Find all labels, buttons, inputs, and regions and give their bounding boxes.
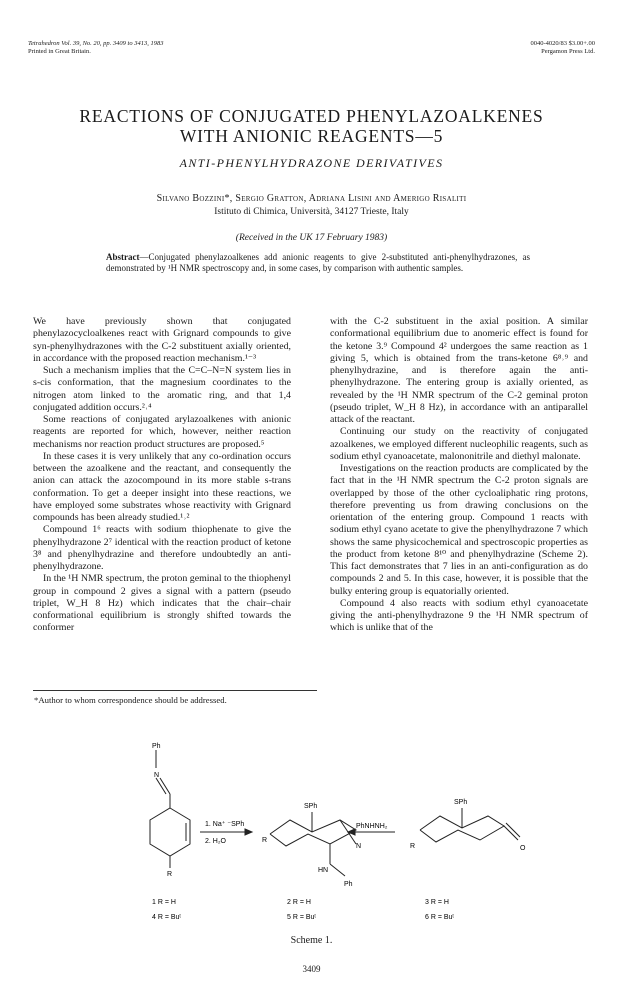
left-paragraph-4: In these cases it is very unlikely that any co-ordination occurs between the azoalkene and the reactant, and consequently the anion can attack the azocompound in its more stable s-trans conformation. To get a deeper insight into these reactions, we have employed some substrates whose reactivity with Grignard compounds has been already studied.¹˒² (33, 450, 291, 523)
r-label-1: R (167, 871, 173, 878)
right-paragraph-2: Continuing our study on the reactivity of conjugated azoalkenes, we employed different nucleophilic reagents, such as sodium ethyl cyanoacetate, malononitrile and diethyl malonate. (330, 426, 588, 462)
left-column (33, 316, 291, 635)
reagent-thiophenate: 1. Na⁺ ⁻SPh (205, 821, 245, 828)
issn-code: 0040-4020/83 $3.00+.00 (530, 40, 595, 47)
right-paragraph-1: with the C-2 substituent in the axial position. A similar conformational equilibrium due to anomeric effect is found for the ketone 3.⁹ Compound 4² undergoes the same reaction as 1 giving 5, which is obtained from the trans-ketone 6⁸˒⁹ and phenylhydrazine, and is therefore again the anti-phenylhydrazone. The entering group is axially oriented, as revealed by the ¹H NMR spectrum of the C-2 geminal proton (pseudo triplet, W_H 8 Hz), in accordance with an antiparallel attack of the reactant. (330, 316, 588, 425)
abstract-label: Abstract (106, 252, 140, 262)
scheme-1-diagram (0, 730, 623, 950)
publisher: Pergamon Press Ltd. (541, 48, 595, 55)
r-label-3: R (410, 843, 416, 850)
r-label-2: R (262, 837, 268, 844)
received-date: (Received in the UK 17 February 1983) (235, 233, 388, 243)
title-line-1: REACTIONS OF CONJUGATED PHENYLAZOALKENES (79, 106, 544, 126)
page-number: 3409 (302, 964, 321, 974)
n-label-2: N (356, 843, 362, 850)
subtitle: ANTI-PHENYLHYDRAZONE DERIVATIVES (179, 156, 444, 170)
sph-label-2: SPh (304, 803, 318, 810)
abstract-text: —Conjugated phenylazoalkenes add anionic reagents to give 2-substituted anti-phenylhydrazones, as demonstrated by ¹H NMR spectroscopy and, in some cases, by comparison with authentic samples. (106, 252, 530, 273)
left-paragraph-6: In the ¹H NMR spectrum, the proton geminal to the thiophenyl group in compound 2 gives a signal with a pattern (pseudo triplet, W_H 8 Hz) which indicates that the chair–chair conformational equilibrium is strongly shifted towards the conformer (33, 573, 291, 634)
compound-5-label: 5 R = Buᵗ (287, 914, 316, 921)
o-label-3: O (520, 845, 526, 852)
ph-label-2: Ph (344, 881, 353, 888)
ph-label-top: Ph (152, 743, 161, 750)
cyclohexene-ring-1 (150, 808, 190, 856)
title-line-2: WITH ANIONIC REAGENTS—5 (179, 126, 444, 146)
hn-label-2: HN (318, 867, 329, 874)
abstract (106, 252, 530, 274)
compound-2-label: 2 R = H (287, 899, 311, 906)
right-column (330, 316, 588, 635)
footnote: *Author to whom correspondence should be addressed. (34, 695, 227, 705)
left-paragraph-2: Such a mechanism implies that the C=C–N=N system lies in s-cis conformation, that the magnesium coordinates to the nitrogen atom linked to the aromatic ring, and that 1,4 conjugated addition occurs.²˒⁴ (33, 365, 291, 413)
sph-label-3: SPh (454, 799, 468, 806)
reagent-water: 2. H₂O (205, 838, 226, 845)
left-paragraph-5: Compound 1⁶ reacts with sodium thiophenate to give the phenylhydrazone 2⁷ identical with the reaction product of ketone 3⁸ and phenylhydrazine and therefore undoubtedly an anti-phenylhydrazone. (33, 524, 291, 572)
n-label: N (154, 772, 160, 779)
printed-in: Printed in Great Britain. (28, 48, 91, 55)
authors: Silvano Bozzini*, Sergio Gratton, Adriana Lisini and Amerigo Risaliti (156, 193, 467, 204)
compound-4-label: 4 R = Buᵗ (152, 914, 181, 921)
left-paragraph-1: We have previously shown that conjugated phenylazocycloalkenes react with Grignard compounds to give syn-phenylhydrazones with the C-2 substituent axially oriented, in accordance with the proposed reaction mechanism.¹⁻³ (33, 316, 291, 364)
compound-1-label: 1 R = H (152, 899, 176, 906)
right-paragraph-4: Compound 4 also reacts with sodium ethyl cyanoacetate giving the anti-phenylhydrazone 9 the ¹H NMR spectrum of which is unlike that of the (330, 597, 588, 634)
footnote-rule (33, 690, 317, 691)
institution: Istituto di Chimica, Università, 34127 Trieste, Italy (214, 207, 409, 217)
right-paragraph-3: Investigations on the reaction products are complicated by the fact that in the ¹H NMR spectrum the C-2 proton signals are overlapped by those of the other cycloaliphatic ring protons, therefore preventing us from drawing conclusions on the orientation of the entering group. Compound 1 reacts with sodium ethyl cyano acetate to give the phenylhydrazone 7 which shows the same physicochemical and spectroscopic properties as the product from ketone 8¹⁰ and phenylhydrazine (Scheme 2). This fact demonstrates that 7 lies in an anti-configuration as do compounds 2 and 5. In this case, however, it is possible that the bulky entering group is equatorially oriented. (330, 463, 588, 597)
compound-6-label: 6 R = Buᵗ (425, 914, 454, 921)
compound-3-label: 3 R = H (425, 899, 449, 906)
left-paragraph-3: Some reactions of conjugated arylazoalkenes with anionic reagents are reported for which, however, neither reaction mechanisms nor reaction product structures are proposed.⁵ (33, 414, 291, 450)
journal-citation: Tetrahedron Vol. 39, No. 20, pp. 3409 to 3413, 1983 (28, 40, 164, 47)
scheme-caption: Scheme 1. (290, 935, 333, 946)
reagent-phenylhydrazine: PhNHNH₂ (356, 823, 388, 830)
